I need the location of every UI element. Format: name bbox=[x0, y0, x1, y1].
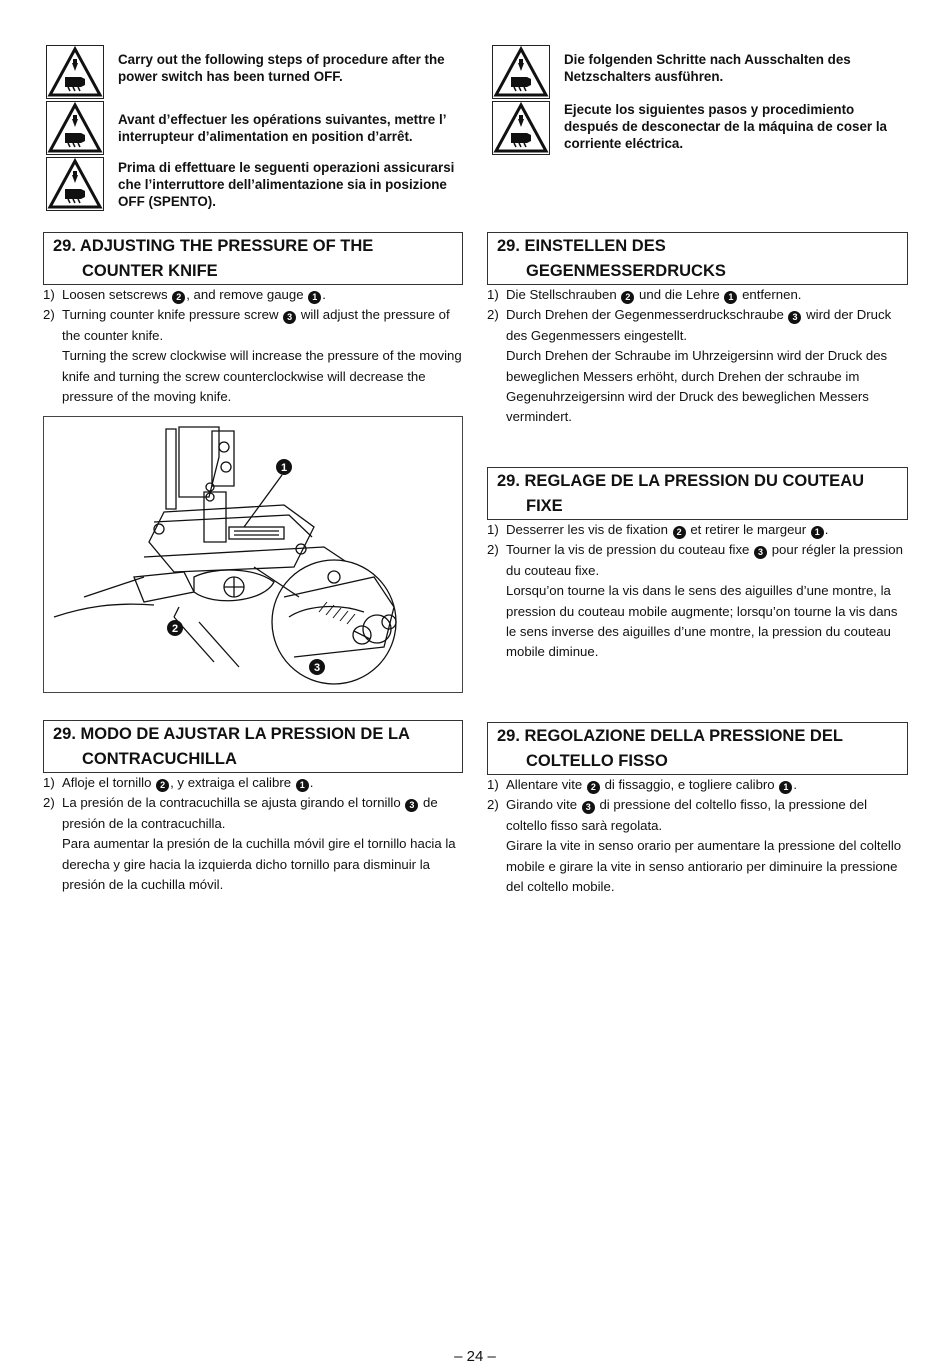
step-1: 1) Allentare vite 2 di fissaggio, e togliere calibro 1 . bbox=[487, 775, 908, 795]
section-title-it bbox=[487, 722, 908, 775]
warning-text-en: Carry out the following steps of procedure after the power switch has been turned OFF. bbox=[118, 52, 445, 84]
warning-fr bbox=[46, 101, 458, 155]
steps-de bbox=[487, 285, 908, 428]
marker-2: 2 bbox=[172, 291, 185, 304]
hand-hazard-warning-icon bbox=[46, 101, 104, 155]
marker-2: 2 bbox=[587, 781, 600, 794]
callout-1 bbox=[276, 459, 292, 475]
step-2: 2) Durch Drehen der Gegenmesserdruckschraube 3 wird der Druck des Gegenmessers eingestellt. bbox=[487, 307, 892, 343]
marker-1: 1 bbox=[308, 291, 321, 304]
section-title-en bbox=[43, 232, 463, 285]
warning-it bbox=[46, 157, 463, 211]
marker-1: 1 bbox=[779, 781, 792, 794]
step-number: 1) bbox=[487, 287, 499, 302]
step-number: 1) bbox=[43, 775, 55, 790]
marker-1: 1 bbox=[724, 291, 737, 304]
step-1: 1) Afloje el tornillo 2 , y extraiga el calibre 1 . bbox=[43, 773, 463, 793]
step-number: 1) bbox=[43, 287, 55, 302]
step-2: 2) Tourner la vis de pression du couteau fixe 3 pour régler la pression du couteau fixe. bbox=[487, 542, 903, 578]
marker-1: 1 bbox=[296, 779, 309, 792]
step-number: 2) bbox=[43, 795, 55, 811]
title-line1: 29. ADJUSTING THE PRESSURE OF THE bbox=[53, 237, 374, 255]
step-number: 1) bbox=[487, 522, 499, 537]
step-2-note: Durch Drehen der Schraube im Uhrzeigersinn wird der Druck des beweglichen Messers erhöht, durch Drehen der schraube im Gegenuhrzeigersinn wird der Druck des beweglichen Messers vermindert. bbox=[506, 348, 888, 425]
step-2: 2) Turning counter knife pressure screw 3 will adjust the pressure of the counter knife. bbox=[43, 307, 450, 343]
step-number: 1) bbox=[487, 777, 499, 792]
title-line2: FIXE bbox=[526, 497, 563, 515]
marker-2: 2 bbox=[156, 779, 169, 792]
section-title-fr bbox=[487, 467, 908, 520]
steps-en bbox=[43, 285, 463, 407]
hand-hazard-warning-icon bbox=[492, 45, 550, 99]
title-line1: 29. REGOLAZIONE DELLA PRESSIONE DEL bbox=[497, 727, 843, 745]
step-1: 1) Die Stellschrauben 2 und die Lehre 1 entfernen. bbox=[487, 285, 908, 305]
step-number: 2) bbox=[487, 307, 499, 323]
step-2-note: Girare la vite in senso orario per aumentare la pressione del coltello mobile e girare la vite in senso antiorario per diminuire la pressione del coltello mobile. bbox=[506, 838, 902, 895]
warning-text-it: Prima di effettuare le seguenti operazioni assicurarsi che l’interruttore dell’alimentazione sia in posizione OFF (SPENTO). bbox=[118, 160, 455, 209]
hand-hazard-warning-icon bbox=[492, 101, 550, 155]
warning-es bbox=[492, 101, 904, 155]
step-2-note: Turning the screw clockwise will increase the pressure of the moving knife and turning the screw counterclockwise will decrease the pressure of the moving knife. bbox=[62, 348, 462, 405]
hand-hazard-warning-icon bbox=[46, 45, 104, 99]
marker-3: 3 bbox=[283, 311, 296, 324]
warning-text-de: Die folgenden Schritte nach Ausschalten des Netzschalters ausführen. bbox=[564, 52, 851, 84]
marker-2: 2 bbox=[621, 291, 634, 304]
steps-it bbox=[487, 775, 908, 897]
step-1: 1) Loosen setscrews 2 , and remove gauge 1 . bbox=[43, 285, 463, 305]
callout-1-label: 1 bbox=[280, 462, 288, 474]
marker-3: 3 bbox=[405, 799, 418, 812]
marker-1: 1 bbox=[811, 526, 824, 539]
title-line2: GEGENMESSERDRUCKS bbox=[526, 262, 726, 280]
step-1: 1) Desserrer les vis de fixation 2 et retirer le margeur 1 . bbox=[487, 520, 908, 540]
steps-fr bbox=[487, 520, 908, 663]
callout-2-label: 2 bbox=[171, 623, 179, 635]
step-2-note: Para aumentar la presión de la cuchilla móvil gire el tornillo hacia la derecha y gire hacia la izquierda dicho tornillo para disminuir la presión de la cuchilla móvil. bbox=[62, 836, 456, 893]
steps-es bbox=[43, 773, 463, 895]
warning-de bbox=[492, 45, 894, 99]
title-line1: 29. MODO DE AJUSTAR LA PRESSION DE LA bbox=[53, 725, 410, 743]
callout-3 bbox=[309, 659, 325, 675]
warning-text-es: Ejecute los siguientes pasos y procedimiento después de desconectar de la máquina de coser la corriente eléctrica. bbox=[564, 102, 887, 151]
callout-3-label: 3 bbox=[313, 662, 321, 674]
counter-knife-illustration bbox=[44, 417, 463, 693]
hand-hazard-warning-icon bbox=[46, 157, 104, 211]
step-number: 2) bbox=[487, 797, 499, 813]
marker-3: 3 bbox=[754, 546, 767, 559]
step-2: 2) La presión de la contracuchilla se ajusta girando el tornillo 3 de presión de la contracuchilla. bbox=[43, 795, 438, 831]
step-number: 2) bbox=[43, 307, 55, 323]
step-2: 2) Girando vite 3 di pressione del coltello fisso, la pressione del coltello fisso sarà regolata. bbox=[487, 797, 868, 833]
title-line2: COLTELLO FISSO bbox=[526, 752, 668, 770]
title-line1: 29. REGLAGE DE LA PRESSION DU COUTEAU bbox=[497, 472, 865, 490]
section-title-es bbox=[43, 720, 463, 773]
marker-2: 2 bbox=[673, 526, 686, 539]
callout-2 bbox=[167, 620, 183, 636]
warning-en bbox=[46, 45, 458, 99]
title-line1: 29. EINSTELLEN DES bbox=[497, 237, 666, 255]
figure-counter-knife bbox=[43, 416, 463, 693]
title-line2: CONTRACUCHILLA bbox=[82, 750, 237, 768]
warning-text-fr: Avant d’effectuer les opérations suivantes, mettre l’ interrupteur d’alimentation en position d’arrêt. bbox=[118, 112, 446, 144]
marker-3: 3 bbox=[788, 311, 801, 324]
step-number: 2) bbox=[487, 542, 499, 558]
step-2-note: Lorsqu’on tourne la vis dans le sens des aiguilles d’une montre, la pression du couteau mobile augmente; lorsqu’on tourne la vis dans le sens inverse des aiguilles d’une montre, la pression du couteau mobile diminue. bbox=[506, 583, 898, 660]
marker-3: 3 bbox=[582, 801, 595, 814]
section-title-de bbox=[487, 232, 908, 285]
page-number: – 24 – bbox=[454, 1348, 496, 1365]
title-line2: COUNTER KNIFE bbox=[82, 262, 218, 280]
